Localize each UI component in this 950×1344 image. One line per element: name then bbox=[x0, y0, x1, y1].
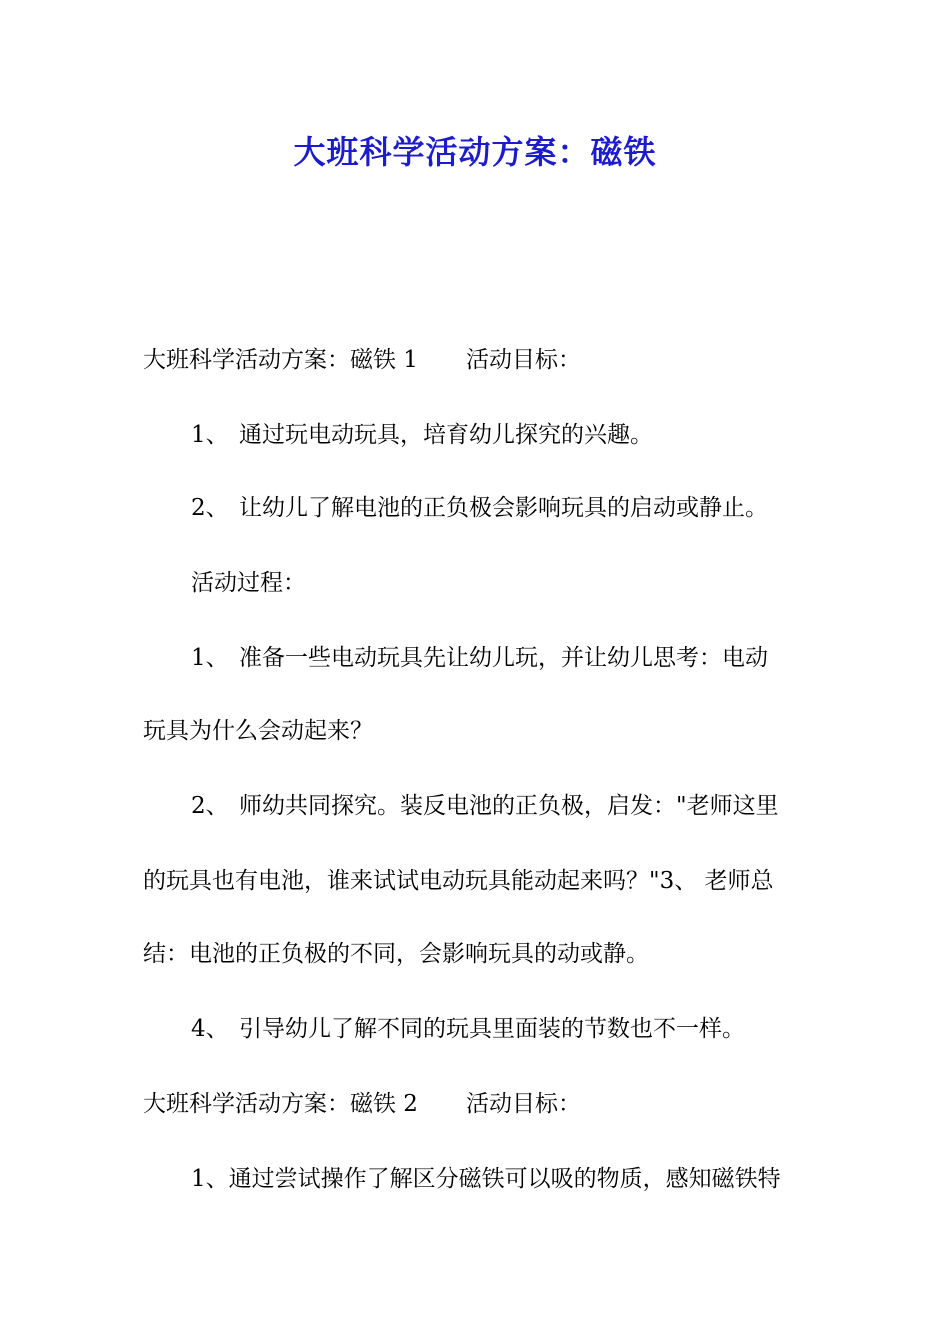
list-item bbox=[191, 418, 653, 452]
paragraph-line: 结：电池的正负极的不同，会影响玩具的动或静。 bbox=[143, 941, 649, 967]
list-number: 1、 bbox=[191, 422, 229, 448]
list-text: 师幼共同探究。装反电池的正负极，启发："老师这里 bbox=[239, 793, 779, 819]
list-number: 2、 bbox=[191, 793, 229, 819]
list-item bbox=[191, 491, 768, 525]
section-heading-1 bbox=[143, 343, 581, 377]
section-title: 大班科学活动方案：磁铁 2 bbox=[143, 1091, 418, 1117]
section-subtitle: 活动目标： bbox=[465, 347, 581, 373]
section-heading-2 bbox=[143, 1087, 581, 1121]
list-number: 4、 bbox=[191, 1016, 229, 1042]
list-number: 1、 bbox=[191, 645, 229, 671]
list-text: 引导幼儿了解不同的玩具里面装的节数也不一样。 bbox=[239, 1016, 745, 1042]
list-item bbox=[191, 641, 768, 675]
list-text: 让幼儿了解电池的正负极会影响玩具的启动或静止。 bbox=[239, 495, 768, 521]
section-title: 大班科学活动方案：磁铁 1 bbox=[143, 347, 418, 373]
subheading: 活动过程： bbox=[191, 570, 306, 596]
list-number: 2、 bbox=[191, 495, 229, 521]
list-text: 准备一些电动玩具先让幼儿玩，并让幼儿思考：电动 bbox=[239, 645, 768, 671]
section-subtitle: 活动目标： bbox=[465, 1091, 581, 1117]
paragraph-line: 的玩具也有电池，谁来试试电动玩具能动起来吗？"3、 老师总 bbox=[143, 868, 774, 894]
document-title: 大班科学活动方案：磁铁 bbox=[293, 133, 657, 171]
list-item: 1、通过尝试操作了解区分磁铁可以吸的物质，感知磁铁特 bbox=[191, 1166, 781, 1192]
list-text: 通过玩电动玩具，培育幼儿探究的兴趣。 bbox=[239, 422, 653, 448]
paragraph-line: 玩具为什么会动起来？ bbox=[143, 718, 373, 744]
list-item bbox=[191, 789, 779, 823]
list-item bbox=[191, 1012, 745, 1046]
